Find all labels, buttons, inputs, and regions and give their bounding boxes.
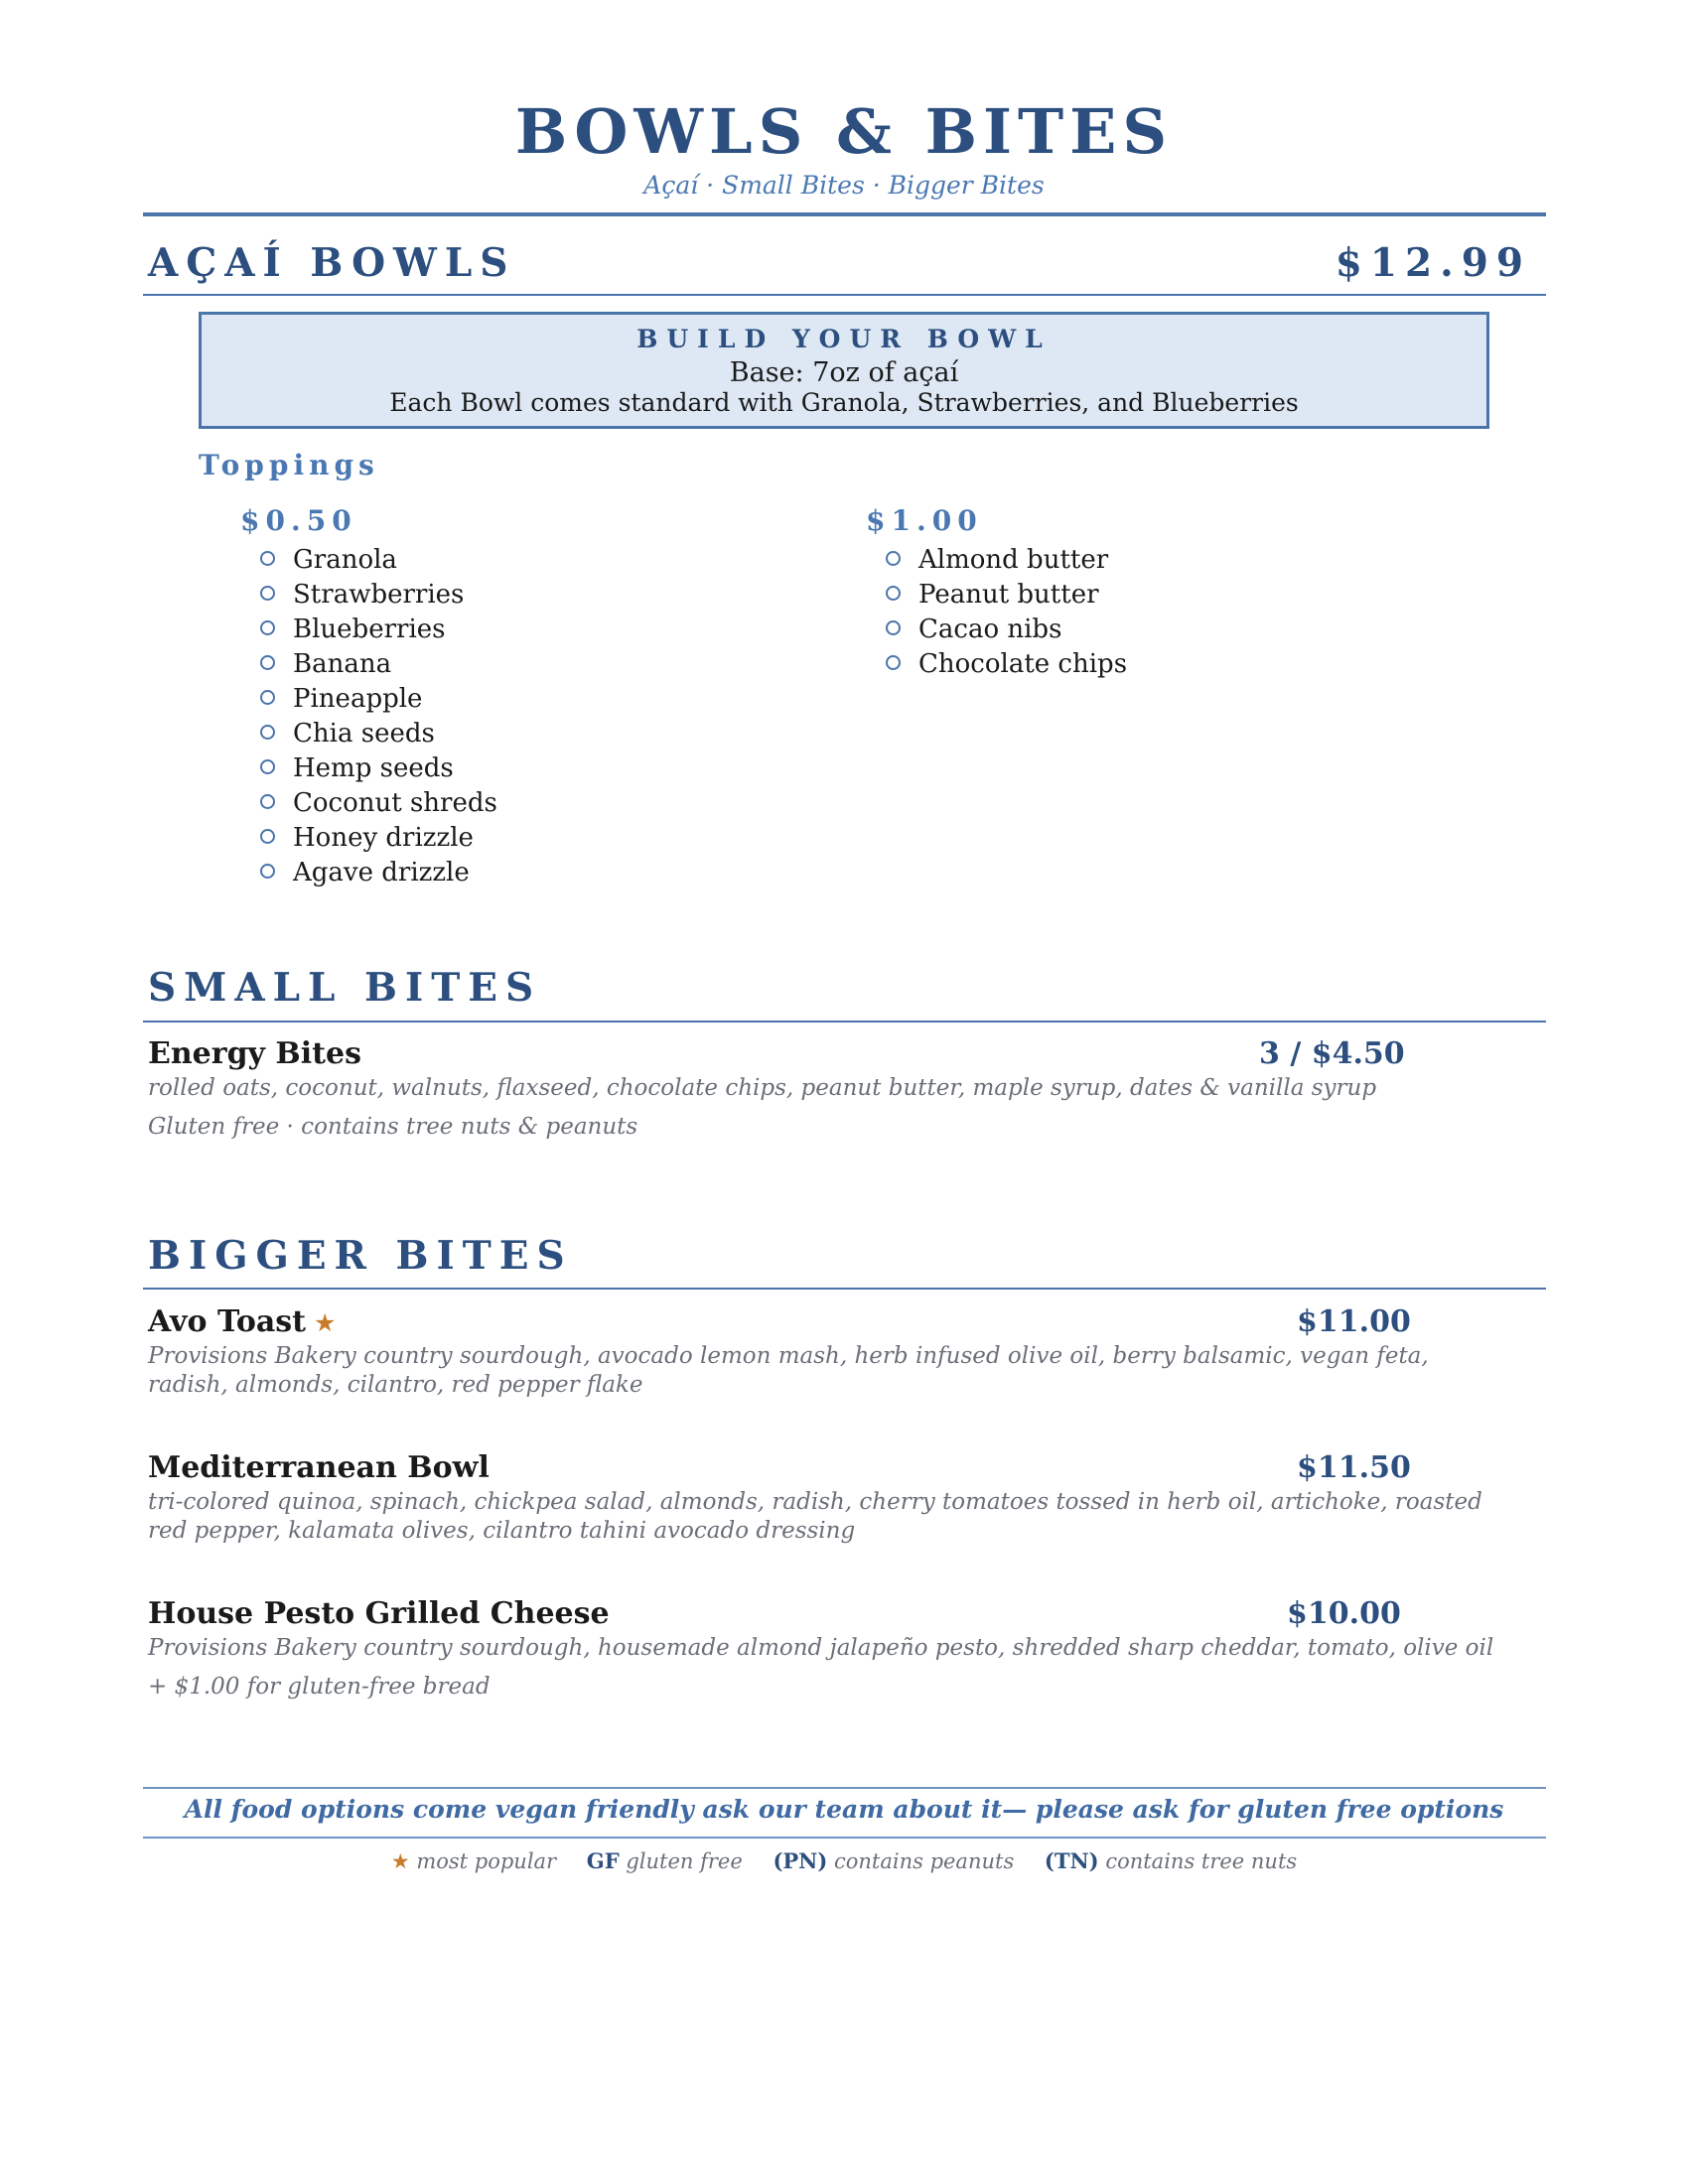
build-your-bowl-box xyxy=(199,312,1489,429)
legend xyxy=(0,1848,1688,1873)
circle-bullet-icon xyxy=(886,655,901,670)
circle-bullet-icon xyxy=(260,759,275,774)
mediterranean-bowl-description: tri-colored quinoa, spinach, chickpea salad, almonds, radish, cherry tomatoes tossed in herb oil, artichoke, roasted red pepper, kalamata olives, cilantro tahini avocado dressing xyxy=(148,1489,1482,1544)
pesto-grilled-cheese-price: $10.00 xyxy=(1287,1596,1401,1631)
legend-tree-nuts: (TN) contains tree nuts xyxy=(1044,1848,1298,1873)
avo-toast-description: Provisions Bakery country sourdough, avocado lemon mash, herb infused olive oil, berry balsamic, vegan feta, radish, almonds, cilantro, red pepper flake xyxy=(148,1343,1429,1398)
list-item: Granola xyxy=(260,543,497,578)
acai-section-heading: AÇAÍ BOWLS xyxy=(148,240,516,286)
build-your-bowl-title: BUILD YOUR BOWL xyxy=(636,325,1052,353)
topping-list-100 xyxy=(886,543,1127,682)
bigger-bites-heading: BIGGER BITES xyxy=(148,1233,573,1279)
avo-toast-price: $11.00 xyxy=(1297,1304,1411,1339)
build-base-text: Base: 7oz of açaí xyxy=(729,357,959,388)
menu-title: BOWLS & BITES xyxy=(514,95,1174,168)
energy-bites-description: rolled oats, coconut, walnuts, flaxseed, chocolate chips, peanut butter, maple syrup, dates & vanilla syrup xyxy=(148,1075,1377,1101)
energy-bites-note: Gluten free · contains tree nuts & peanuts xyxy=(148,1114,638,1140)
avo-toast-name: Avo Toast ★ xyxy=(148,1304,337,1339)
list-item: Strawberries xyxy=(260,578,497,613)
vegan-gluten-note: All food options come vegan friendly ask our team about it— please ask for gluten free options xyxy=(184,1795,1504,1824)
list-item: Agave drizzle xyxy=(260,856,497,890)
list-item: Peanut butter xyxy=(886,578,1127,613)
small-bites-heading: SMALL BITES xyxy=(148,965,542,1011)
list-item: Banana xyxy=(260,647,497,682)
legend-peanuts: (PN) contains peanuts xyxy=(773,1848,1015,1873)
mediterranean-bowl-price: $11.50 xyxy=(1297,1450,1411,1485)
list-item: Coconut shreds xyxy=(260,786,497,821)
small-bites-divider xyxy=(143,1021,1546,1023)
circle-bullet-icon xyxy=(886,586,901,601)
topping-tier-price-050: $0.50 xyxy=(240,504,357,537)
legend-most-popular: ★ most popular xyxy=(390,1849,557,1873)
acai-divider xyxy=(143,294,1546,296)
star-icon: ★ xyxy=(390,1849,410,1873)
header-divider xyxy=(143,212,1546,216)
pesto-grilled-cheese-note: + $1.00 for gluten-free bread xyxy=(148,1674,491,1700)
topping-list-050 xyxy=(260,543,497,890)
circle-bullet-icon xyxy=(260,690,275,705)
energy-bites-price: 3 / $4.50 xyxy=(1259,1036,1405,1071)
footer-top-divider xyxy=(143,1787,1546,1789)
circle-bullet-icon xyxy=(886,551,901,566)
circle-bullet-icon xyxy=(260,829,275,844)
toppings-label: Toppings xyxy=(199,449,379,481)
bigger-bites-divider xyxy=(143,1288,1546,1290)
circle-bullet-icon xyxy=(260,655,275,670)
circle-bullet-icon xyxy=(260,620,275,635)
menu-subtitle: Açaí · Small Bites · Bigger Bites xyxy=(643,171,1045,200)
acai-bowl-price: $12.99 xyxy=(1335,240,1531,286)
star-icon: ★ xyxy=(314,1308,337,1337)
list-item: Hemp seeds xyxy=(260,751,497,786)
pesto-grilled-cheese-name: House Pesto Grilled Cheese xyxy=(148,1596,610,1631)
list-item: Chocolate chips xyxy=(886,647,1127,682)
footer-bottom-divider xyxy=(143,1837,1546,1839)
list-item: Honey drizzle xyxy=(260,821,497,856)
list-item: Cacao nibs xyxy=(886,613,1127,647)
list-item: Blueberries xyxy=(260,613,497,647)
list-item: Almond butter xyxy=(886,543,1127,578)
circle-bullet-icon xyxy=(260,864,275,879)
list-item: Chia seeds xyxy=(260,717,497,751)
energy-bites-name: Energy Bites xyxy=(148,1036,362,1071)
circle-bullet-icon xyxy=(260,586,275,601)
legend-gluten-free: GF gluten free xyxy=(586,1848,743,1873)
circle-bullet-icon xyxy=(260,551,275,566)
pesto-grilled-cheese-description: Provisions Bakery country sourdough, housemade almond jalapeño pesto, shredded sharp cheddar, tomato, olive oil xyxy=(148,1635,1494,1661)
list-item: Pineapple xyxy=(260,682,497,717)
circle-bullet-icon xyxy=(260,725,275,740)
mediterranean-bowl-name: Mediterranean Bowl xyxy=(148,1450,490,1485)
topping-tier-price-100: $1.00 xyxy=(866,504,983,537)
build-description: Each Bowl comes standard with Granola, Strawberries, and Blueberries xyxy=(389,388,1299,417)
circle-bullet-icon xyxy=(886,620,901,635)
circle-bullet-icon xyxy=(260,794,275,809)
